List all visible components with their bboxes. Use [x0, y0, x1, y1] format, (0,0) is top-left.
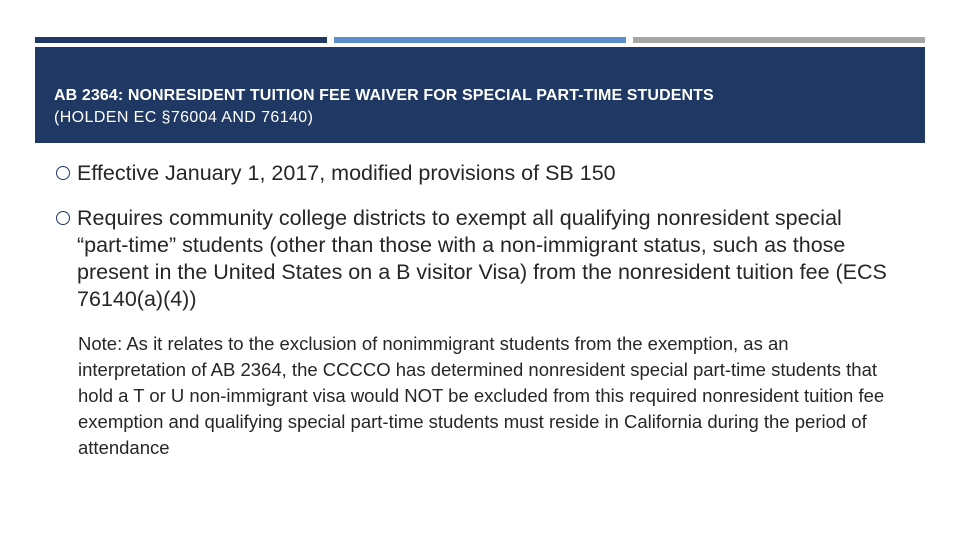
slide-title: AB 2364: NONRESIDENT TUITION FEE WAIVER FOR SPECIAL PART-TIME STUDENTS	[54, 87, 714, 104]
slide-subtitle: (HOLDEN EC §76004 AND 76140)	[54, 109, 314, 126]
bullet-text: Requires community college districts to exempt all qualifying nonresident special “part-time” students (other than those with a non-immigrant status, such as those present in the United States on a B visitor Visa) from the nonresident tuition fee (ECS 76140(a)(4))	[77, 206, 887, 311]
bullet-text: Effective January 1, 2017, modified provisions of SB 150	[77, 161, 616, 185]
note-paragraph: Note: As it relates to the exclusion of nonimmigrant students from the exemption, as an interpretation of AB 2364, the CCCCO has determined nonresident special part-time students that hold a T or U non-immigrant visa would NOT be excluded from this required nonresident tuition fee exemption and qualifying special part-time students must reside in California during the period of attendance	[78, 333, 885, 458]
bullet-item	[56, 205, 896, 313]
accent-bar-dark	[35, 37, 327, 43]
hollow-circle-bullet-icon	[56, 166, 70, 180]
accent-bar-gray	[633, 37, 925, 43]
accent-bar-light	[334, 37, 626, 43]
title-band	[35, 47, 925, 143]
hollow-circle-bullet-icon	[56, 211, 70, 225]
bullet-item	[56, 160, 896, 187]
